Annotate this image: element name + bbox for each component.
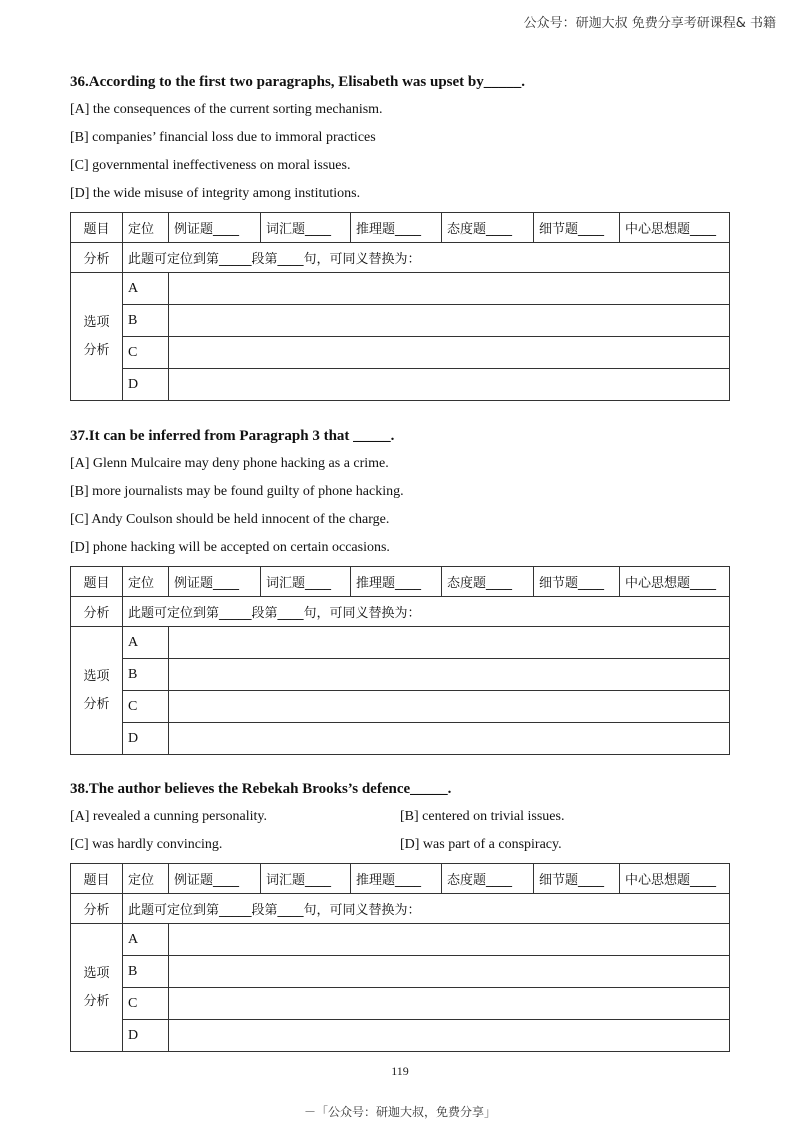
type-attitude: 态度题____ bbox=[442, 213, 534, 243]
option-a: [A] the consequences of the current sorting mechanism. bbox=[70, 102, 383, 117]
type-detail: 细节题____ bbox=[534, 567, 620, 597]
label-fenxi: 分析 bbox=[71, 243, 123, 273]
option-letter-a: A bbox=[123, 627, 169, 659]
option-analysis-a[interactable] bbox=[169, 627, 730, 659]
label-dingwei: 定位 bbox=[123, 567, 169, 597]
locate-text: 此题可定位到第_____段第____句，可同义替换为： bbox=[123, 597, 730, 627]
option-c: [C] governmental ineffectiveness on moral issues. bbox=[70, 158, 351, 173]
type-example: 例证题____ bbox=[169, 567, 261, 597]
option-row-1 bbox=[70, 807, 730, 827]
type-main-idea: 中心思想题____ bbox=[620, 567, 730, 597]
page-footer: －「公众号：研迦大叔，免费分享」 bbox=[303, 1105, 496, 1119]
label-xuanxiang: 选项 bbox=[83, 668, 110, 684]
label-timu: 题目 bbox=[71, 864, 123, 894]
option-analysis-b[interactable] bbox=[169, 659, 730, 691]
type-vocabulary: 词汇题____ bbox=[261, 567, 351, 597]
option-analysis-b[interactable] bbox=[169, 305, 730, 337]
type-vocabulary: 词汇题____ bbox=[261, 864, 351, 894]
label-fenxi: 分析 bbox=[71, 597, 123, 627]
option-analysis-d[interactable] bbox=[169, 1020, 730, 1052]
label-dingwei: 定位 bbox=[123, 864, 169, 894]
option-d: [D] the wide misuse of integrity among institutions. bbox=[70, 186, 361, 201]
type-inference: 推理题____ bbox=[351, 213, 442, 243]
locate-text: 此题可定位到第_____段第____句，可同义替换为： bbox=[123, 894, 730, 924]
label-fenxi-2: 分析 bbox=[83, 696, 110, 712]
label-timu: 题目 bbox=[71, 567, 123, 597]
question-36 bbox=[70, 72, 730, 401]
label-timu: 题目 bbox=[71, 213, 123, 243]
option-analysis-d[interactable] bbox=[169, 723, 730, 755]
option-b: [B] more journalists may be found guilty of phone hacking. bbox=[70, 484, 404, 499]
option-letter-c: C bbox=[123, 691, 169, 723]
question-38 bbox=[70, 779, 730, 1052]
option-analysis-d[interactable] bbox=[169, 369, 730, 401]
analysis-table bbox=[70, 212, 730, 401]
option-letter-b: B bbox=[123, 659, 169, 691]
option-c: [C] Andy Coulson should be held innocent of the charge. bbox=[70, 512, 390, 527]
label-fenxi-2: 分析 bbox=[83, 342, 110, 358]
option-analysis-b[interactable] bbox=[169, 956, 730, 988]
option-analysis-a[interactable] bbox=[169, 924, 730, 956]
type-vocabulary: 词汇题____ bbox=[261, 213, 351, 243]
option-letter-a: A bbox=[123, 924, 169, 956]
type-detail: 细节题____ bbox=[534, 213, 620, 243]
question-title: 36.According to the first two paragraphs, Elisabeth was upset by_____. bbox=[70, 74, 526, 90]
option-letter-d: D bbox=[123, 1020, 169, 1052]
option-b: [B] companies’ financial loss due to immoral practices bbox=[70, 130, 376, 145]
type-main-idea: 中心思想题____ bbox=[620, 864, 730, 894]
option-letter-d: D bbox=[123, 723, 169, 755]
analysis-table bbox=[70, 863, 730, 1052]
label-fenxi-2: 分析 bbox=[83, 993, 110, 1009]
type-detail: 细节题____ bbox=[534, 864, 620, 894]
type-attitude: 态度题____ bbox=[442, 864, 534, 894]
label-option-analysis bbox=[71, 924, 123, 1052]
option-analysis-a[interactable] bbox=[169, 273, 730, 305]
option-d: [D] was part of a conspiracy. bbox=[400, 837, 562, 852]
label-xuanxiang: 选项 bbox=[83, 314, 110, 330]
page-number: 119 bbox=[391, 1064, 409, 1078]
type-example: 例证题____ bbox=[169, 213, 261, 243]
label-xuanxiang: 选项 bbox=[83, 965, 110, 981]
type-example: 例证题____ bbox=[169, 864, 261, 894]
question-title: 38.The author believes the Rebekah Brooks’s defence_____. bbox=[70, 781, 452, 797]
locate-text: 此题可定位到第_____段第____句，可同义替换为： bbox=[123, 243, 730, 273]
label-fenxi: 分析 bbox=[71, 894, 123, 924]
option-c: [C] was hardly convincing. bbox=[70, 837, 223, 852]
question-title: 37.It can be inferred from Paragraph 3 that _____. bbox=[70, 428, 395, 444]
option-analysis-c[interactable] bbox=[169, 691, 730, 723]
option-b: [B] centered on trivial issues. bbox=[400, 809, 565, 824]
option-letter-b: B bbox=[123, 956, 169, 988]
option-letter-d: D bbox=[123, 369, 169, 401]
label-option-analysis bbox=[71, 627, 123, 755]
option-d: [D] phone hacking will be accepted on certain occasions. bbox=[70, 540, 390, 555]
label-dingwei: 定位 bbox=[123, 213, 169, 243]
option-letter-c: C bbox=[123, 337, 169, 369]
type-attitude: 态度题____ bbox=[442, 567, 534, 597]
option-a: [A] Glenn Mulcaire may deny phone hacking as a crime. bbox=[70, 456, 389, 471]
option-letter-a: A bbox=[123, 273, 169, 305]
option-letter-c: C bbox=[123, 988, 169, 1020]
option-letter-b: B bbox=[123, 305, 169, 337]
analysis-table bbox=[70, 566, 730, 755]
option-row-2 bbox=[70, 835, 730, 855]
type-inference: 推理题____ bbox=[351, 567, 442, 597]
label-option-analysis bbox=[71, 273, 123, 401]
option-analysis-c[interactable] bbox=[169, 337, 730, 369]
question-37 bbox=[70, 426, 730, 755]
option-analysis-c[interactable] bbox=[169, 988, 730, 1020]
page-header: 公众号：研迦大叔 免费分享考研课程& 书籍 bbox=[523, 16, 776, 31]
type-inference: 推理题____ bbox=[351, 864, 442, 894]
type-main-idea: 中心思想题____ bbox=[620, 213, 730, 243]
option-a: [A] revealed a cunning personality. bbox=[70, 809, 267, 824]
